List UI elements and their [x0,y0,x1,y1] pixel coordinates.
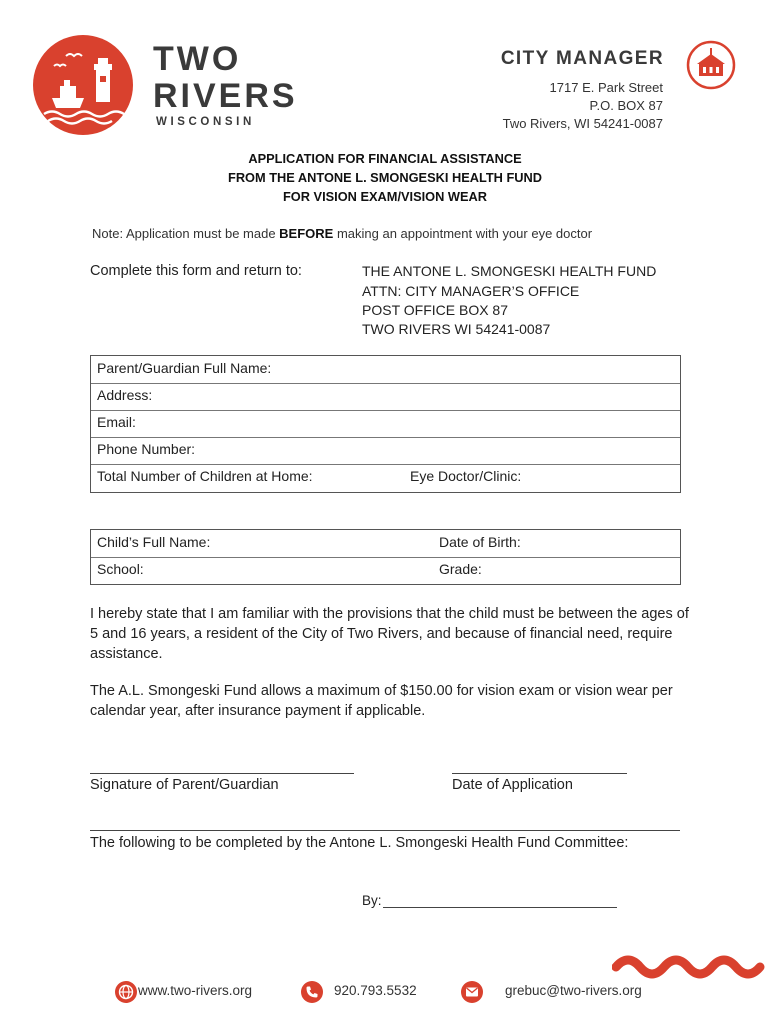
brand-name-line1: TWO [153,40,242,78]
parent-signature-line[interactable] [90,773,354,774]
email-link[interactable]: grebuc@two-rivers.org [505,983,642,998]
city-hall-icon [686,40,736,90]
dob-label: Date of Birth: [439,534,521,550]
address-row[interactable] [91,383,680,411]
address-street: 1717 E. Park Street [549,80,663,95]
phone-label: Phone Number: [97,441,196,457]
parent-signature-label: Signature of Parent/Guardian [90,777,279,793]
committee-instructions: The following to be completed by the Antone L. Smongeski Health Fund Committee: [90,835,629,851]
application-date-label: Date of Application [452,777,573,793]
form-title-line3: FOR VISION EXAM/VISION WEAR [282,189,488,204]
decorative-wave-icon [612,945,770,985]
parent-info-table [90,355,681,493]
school-grade-row[interactable] [91,557,680,584]
school-label: School: [97,561,144,577]
fund-limit-statement: The A.L. Smongeski Fund allows a maximum of $150.00 for vision exam or vision wear per calendar year, after insurance payment if applicable. [90,683,673,719]
phone-icon [301,981,323,1003]
website-link[interactable]: www.two-rivers.org [138,983,253,998]
address-po-box: P.O. BOX 87 [589,98,663,113]
by-label: By: [362,893,382,908]
application-note [92,226,592,241]
children-doctor-row[interactable] [91,464,680,491]
return-address-line: THE ANTONE L. SMONGESKI HEALTH FUND [362,263,657,279]
note-emphasis: BEFORE [279,226,334,241]
application-date-line[interactable] [452,773,627,774]
child-name-row[interactable] [91,530,680,558]
email-label: Email: [97,414,136,430]
committee-divider [90,830,680,831]
return-address-line: POST OFFICE BOX 87 [362,302,509,318]
department-title: CITY MANAGER [500,48,664,69]
return-label: Complete this form and return to: [90,263,302,279]
brand-state: WISCONSIN [156,116,255,128]
note-prefix: Note: Application must be made [92,226,280,241]
child-info-table [90,529,681,585]
child-name-label: Child’s Full Name: [97,534,211,550]
children-count-label: Total Number of Children at Home: [97,468,313,484]
phone-row[interactable] [91,437,680,465]
brand-name-line2: RIVERS [153,77,298,115]
globe-icon [115,981,137,1003]
eligibility-statement: I hereby state that I am familiar with the provisions that the child must be between the ages of 5 and 16 years, a resident of the City of Two Rivers, and because of financial need, require assistance. [90,606,689,662]
note-suffix: making an appointment with your eye doctor [333,226,593,241]
return-address-line: TWO RIVERS WI 54241-0087 [362,321,551,337]
parent-name-label: Parent/Guardian Full Name: [97,360,272,376]
form-title-line1: APPLICATION FOR FINANCIAL ASSISTANCE [248,151,522,166]
eye-doctor-label: Eye Doctor/Clinic: [410,468,522,484]
two-rivers-logo-icon [32,34,134,136]
grade-label: Grade: [439,561,482,577]
address-city: Two Rivers, WI 54241-0087 [502,116,663,131]
address-label: Address: [97,387,153,403]
email-row[interactable] [91,410,680,438]
form-title-line2: FROM THE ANTONE L. SMONGESKI HEALTH FUND [228,170,542,185]
mail-icon [461,981,483,1003]
return-address-line: ATTN: CITY MANAGER’S OFFICE [362,283,580,299]
parent-name-row[interactable] [91,356,680,384]
committee-signature-line[interactable] [383,907,617,908]
phone-link[interactable]: 920.793.5532 [334,983,417,998]
